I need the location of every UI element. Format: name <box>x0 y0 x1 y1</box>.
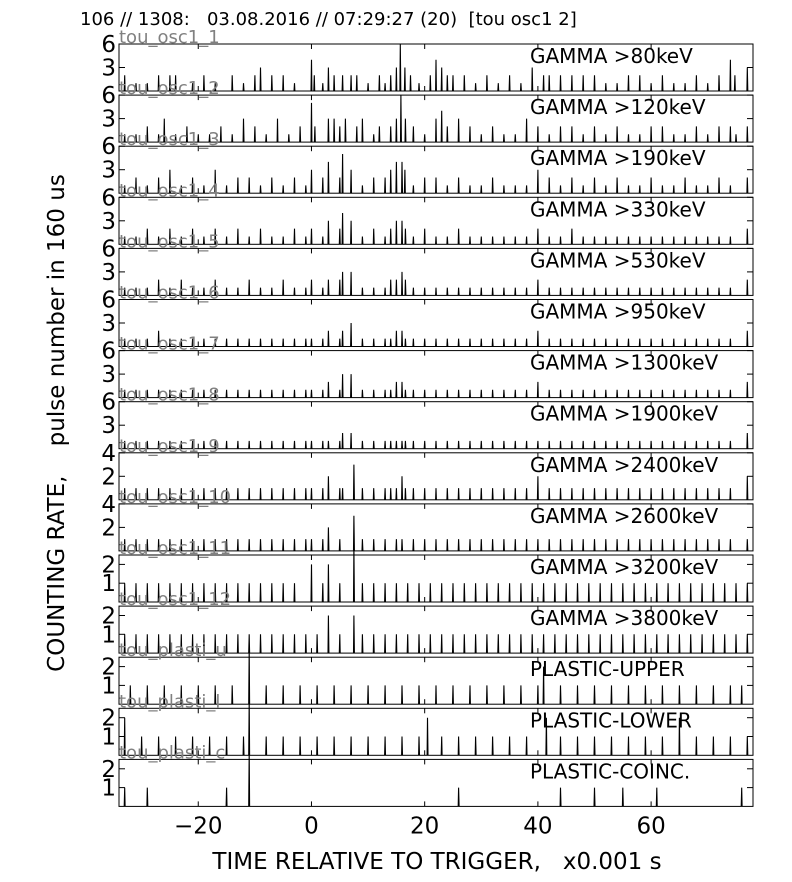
y-tick-label: 2 <box>101 515 116 542</box>
x-axis-label: TIME RELATIVE TO TRIGGER, x0.001 s <box>212 849 662 875</box>
panel-title: GAMMA >2600keV <box>530 503 719 528</box>
y-tick-label: 1 <box>101 775 116 802</box>
y-tick-label: 2 <box>101 756 116 783</box>
channel-label: tou_osc1_5 <box>119 231 220 253</box>
channel-label: tou_osc1_3 <box>119 129 220 151</box>
y-tick-label: 6 <box>101 338 116 365</box>
y-tick-label: 6 <box>101 236 116 263</box>
header-title: 106 // 1308: 03.08.2016 // 07:29:27 (20) [tou osc1 2] <box>80 9 577 30</box>
y-tick-label: 3 <box>101 259 116 286</box>
y-tick-label: 6 <box>101 134 116 161</box>
x-tick-label: 60 <box>636 813 666 840</box>
panel-title: GAMMA >1300keV <box>530 350 719 375</box>
channel-label: tou_osc1_8 <box>119 384 220 406</box>
y-axis-label: COUNTING RATE, pulse number in 160 us <box>44 174 70 672</box>
y-tick-label: 2 <box>101 705 116 732</box>
y-tick-label: 1 <box>101 673 116 700</box>
y-tick-label: 2 <box>101 552 116 579</box>
panel-title: PLASTIC-LOWER <box>530 708 692 733</box>
y-tick-label: 3 <box>101 157 116 184</box>
x-tick-label: 40 <box>523 813 553 840</box>
panel-title: PLASTIC-COINC. <box>530 759 691 784</box>
y-tick-label: 1 <box>101 571 116 598</box>
channel-label: tou_osc1_2 <box>119 78 220 100</box>
panel-title: GAMMA >950keV <box>530 299 706 324</box>
y-tick-label: 1 <box>101 724 116 751</box>
y-tick-label: 6 <box>101 287 116 314</box>
channel-label: tou_osc1_11 <box>119 538 232 559</box>
y-tick-label: 2 <box>101 603 116 630</box>
panel-title: GAMMA >2400keV <box>530 452 719 477</box>
panel-title: PLASTIC-UPPER <box>530 657 685 682</box>
panel-title: GAMMA >3800keV <box>530 606 719 631</box>
y-tick-label: 2 <box>101 654 116 681</box>
x-tick-label: 0 <box>304 813 319 840</box>
y-tick-label: 3 <box>101 311 116 337</box>
channel-label: tou_osc1_6 <box>119 282 220 304</box>
panel-title: GAMMA >80keV <box>530 44 693 68</box>
y-tick-label: 3 <box>101 413 116 440</box>
y-tick-label: 6 <box>101 185 116 212</box>
y-tick-label: 3 <box>101 55 116 82</box>
channel-label: tou_osc1_10 <box>119 486 232 508</box>
channel-label: tou_plasti_u <box>119 640 227 662</box>
panel-title: GAMMA >330keV <box>530 197 706 222</box>
channel-label: tou_plasti_c <box>119 742 226 764</box>
channel-label: tou_osc1_1 <box>119 27 220 48</box>
y-tick-label: 2 <box>101 464 116 491</box>
channel-label: tou_plasti_l <box>119 691 221 713</box>
y-tick-label: 3 <box>101 106 116 133</box>
channel-label: tou_osc1_12 <box>119 589 232 611</box>
y-tick-label: 4 <box>101 440 116 467</box>
channel-label: tou_osc1_4 <box>119 180 220 202</box>
y-tick-label: 6 <box>101 83 116 110</box>
panel-title: GAMMA >1900keV <box>530 401 719 426</box>
y-tick-label: 3 <box>101 208 116 235</box>
x-tick-label: 20 <box>410 813 440 840</box>
channel-label: tou_osc1_9 <box>119 435 220 457</box>
y-tick-label: 1 <box>101 622 116 649</box>
y-tick-label: 6 <box>101 32 116 58</box>
panel-title: GAMMA >120keV <box>530 95 706 120</box>
panel-title: GAMMA >3200keV <box>530 555 719 579</box>
y-tick-label: 3 <box>101 362 116 389</box>
panel-title: GAMMA >190keV <box>530 146 706 171</box>
panel-title: GAMMA >530keV <box>530 248 706 273</box>
channel-label: tou_osc1_7 <box>119 333 220 355</box>
y-tick-label: 6 <box>101 389 116 416</box>
x-tick-label: −20 <box>173 813 223 840</box>
y-tick-label: 4 <box>101 491 116 518</box>
